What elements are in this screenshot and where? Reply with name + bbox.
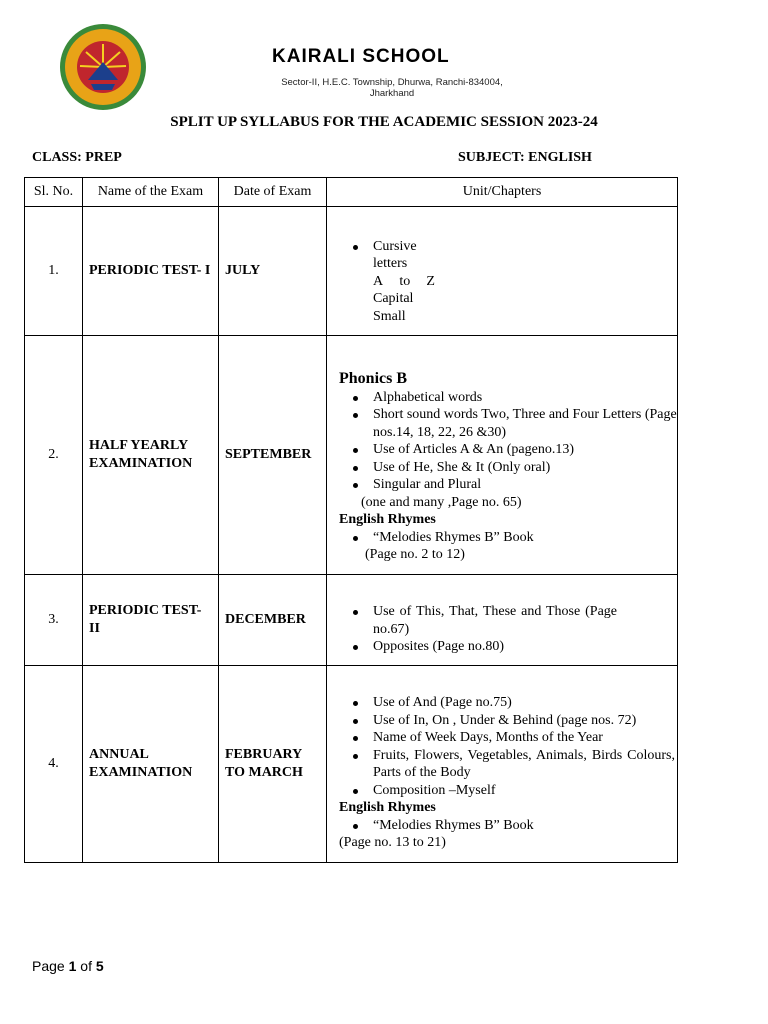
unit-subheading: English Rhymes — [339, 800, 436, 816]
class-label: CLASS: PREP — [32, 150, 122, 165]
list-item: Singular and Plural — [339, 476, 677, 494]
list-item: “Melodies Rhymes B” Book — [339, 817, 677, 835]
document-title: SPLIT UP SYLLABUS FOR THE ACADEMIC SESSION 2023-24 — [170, 114, 598, 130]
exam-name: ANNUAL EXAMINATION — [83, 666, 219, 863]
unit-line: Small — [373, 308, 406, 324]
unit-subheading: English Rhymes — [339, 512, 436, 527]
exam-date: FEBRUARY TO MARCH — [219, 666, 327, 863]
list-item: Cursive — [339, 238, 677, 256]
units-cell — [327, 207, 678, 336]
list-item: “Melodies Rhymes B” Book — [339, 529, 677, 547]
list-item: Name of Week Days, Months of the Year — [339, 729, 677, 747]
unit-note: (Page no. 13 to 21) — [339, 835, 446, 851]
header-sl-no: Sl. No. — [25, 178, 83, 207]
list-item: Use of And (Page no.75) — [339, 694, 677, 712]
exam-date: SEPTEMBER — [219, 336, 327, 575]
unit-note: (Page no. 2 to 12) — [365, 547, 465, 562]
list-item: Alphabetical words — [339, 389, 677, 407]
unit-heading: Phonics B — [339, 369, 408, 387]
table-header-row — [25, 178, 678, 207]
list-item: Composition –Myself — [339, 782, 677, 800]
footer-page-number: 1 — [68, 958, 77, 974]
school-address — [222, 77, 562, 99]
table-row — [25, 666, 678, 863]
header-units: Unit/Chapters — [327, 178, 678, 207]
list-item: Use of Articles A & An (pageno.13) — [339, 441, 677, 459]
footer-of: of — [76, 958, 96, 974]
unit-letter-a: A — [373, 273, 384, 289]
table-row — [25, 575, 678, 666]
subject-label: SUBJECT: ENGLISH — [458, 150, 592, 165]
exam-name: HALF YEARLY EXAMINATION — [83, 336, 219, 575]
unit-note: (one and many ,Page no. 65) — [361, 494, 522, 510]
list-item: Use of In, On , Under & Behind (page nos. 72) — [339, 712, 677, 730]
footer-prefix: Page — [32, 958, 69, 974]
exam-date: JULY — [219, 207, 327, 336]
units-cell — [327, 336, 678, 575]
header-exam-date: Date of Exam — [219, 178, 327, 207]
sl-no: 3. — [25, 575, 83, 666]
school-name: KAIRALI SCHOOL — [272, 46, 450, 67]
exam-name: PERIODIC TEST- I — [83, 207, 219, 336]
address-line-2: Jharkhand — [369, 88, 415, 99]
syllabus-table — [24, 177, 678, 863]
units-cell — [327, 575, 678, 666]
exam-date: DECEMBER — [219, 575, 327, 666]
unit-to: to — [399, 273, 411, 289]
list-item: Use of He, She & It (Only oral) — [339, 459, 677, 477]
sl-no: 2. — [25, 336, 83, 575]
exam-name: PERIODIC TEST- II — [83, 575, 219, 666]
header-exam-name: Name of the Exam — [83, 178, 219, 207]
list-item: Short sound words Two, Three and Four Letters (Page nos.14, 18, 22, 26 &30) — [339, 406, 677, 441]
school-logo — [58, 22, 148, 112]
unit-line: Capital — [373, 291, 414, 307]
units-cell — [327, 666, 678, 863]
unit-line: letters — [373, 256, 408, 272]
table-row — [25, 207, 678, 336]
footer-total-pages: 5 — [95, 958, 104, 974]
list-item: Fruits, Flowers, Vegetables, Animals, Birds Colours, Parts of the Body — [339, 747, 677, 782]
page-footer — [32, 958, 104, 974]
list-item: Opposites (Page no.80) — [339, 638, 677, 656]
list-item: Use of This, That, These and Those (Page no.67) — [339, 603, 677, 638]
sl-no: 1. — [25, 207, 83, 336]
address-line-1: Sector-II, H.E.C. Township, Dhurwa, Ranchi-834004, — [281, 77, 503, 88]
sl-no: 4. — [25, 666, 83, 863]
unit-letter-z: Z — [426, 273, 435, 289]
table-row — [25, 336, 678, 575]
unit-line — [339, 273, 677, 291]
